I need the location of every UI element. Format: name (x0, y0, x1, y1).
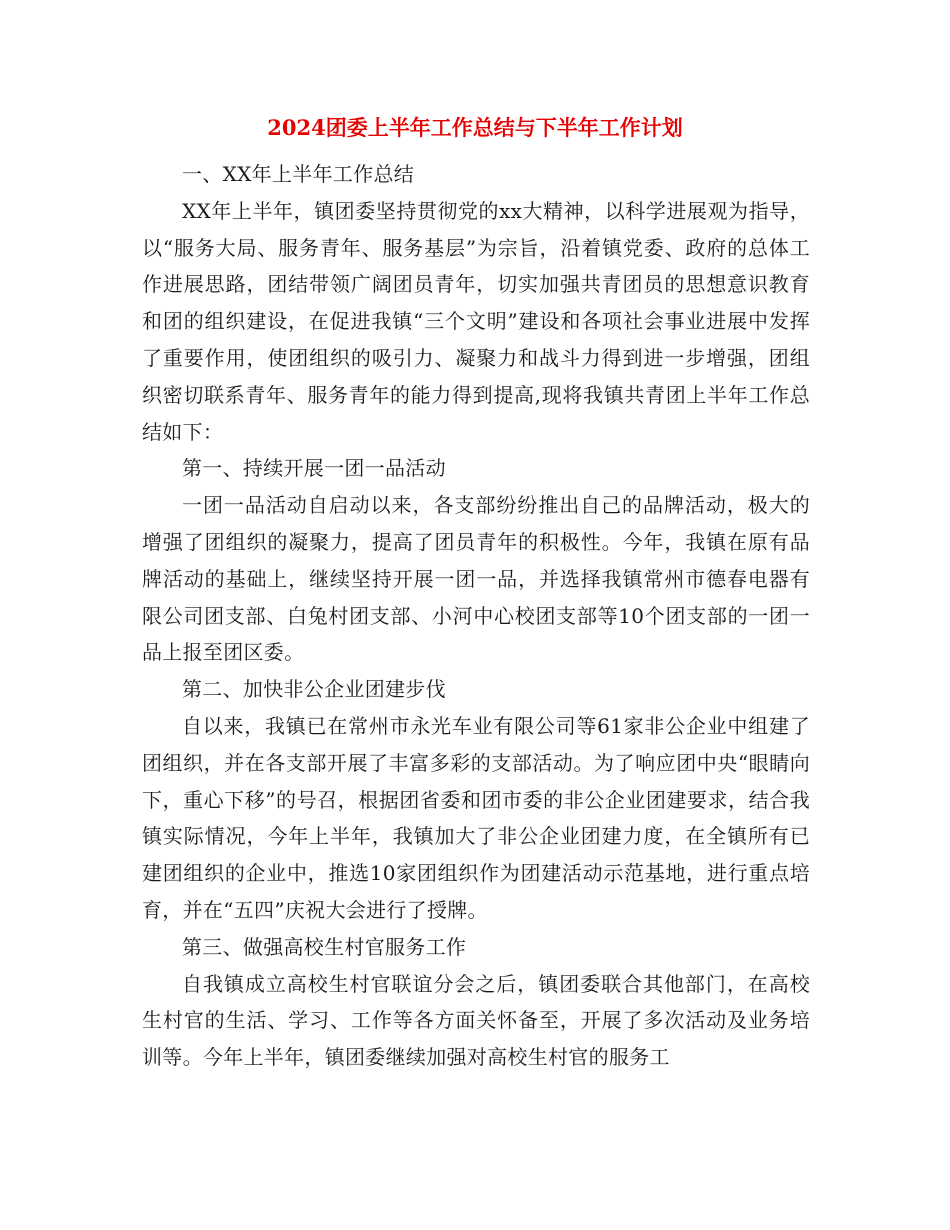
document-body (142, 156, 810, 1076)
paragraph-intro: XX年上半年，镇团委坚持贯彻党的xx大精神，以科学进展观为指导，以“服务大局、服务青年、服务基层”为宗旨，沿着镇党委、政府的总体工作进展思路，团结带领广阔团员青年，切实加强共青团员的思想意识教育和团的组织建设，在促进我镇“三个文明”建设和各项社会事业进展中发挥了重要作用，使团组织的吸引力、凝聚力和战斗力得到进一步增强，团组织密切联系青年、服务青年的能力得到提高,现将我镇共青团上半年工作总结如下： (142, 198, 810, 444)
paragraph-non-public-enterprise: 自以来，我镇已在常州市永光车业有限公司等61家非公企业中组建了团组织，并在各支部开展了丰富多彩的支部活动。为了响应团中央“眼睛向下，重心下移”的号召，根据团省委和团市委的非公企业团建要求，结合我镇实际情况，今年上半年，我镇加大了非公企业团建力度，在全镇所有已建团组织的企业中，推选10家团组织作为团建活动示范基地，进行重点培育，并在“五四”庆祝大会进行了授牌。 (142, 713, 810, 922)
paragraph-village-officials: 自我镇成立高校生村官联谊分会之后，镇团委联合其他部门，在高校生村官的生活、学习、工作等各方面关怀备至，开展了多次活动及业务培训等。今年上半年，镇团委继续加强对高校生村官的服务工 (142, 971, 810, 1070)
subheading-village-officials: 第三、做强高校生村官服务工作 (182, 934, 467, 959)
subheading-one-group-one-brand: 第一、持续开展一团一品活动 (182, 456, 446, 481)
paragraph-one-group-one-brand: 一团一品活动自启动以来，各支部纷纷推出自己的品牌活动，极大的增强了团组织的凝聚力，提高了团员青年的积极性。今年，我镇在原有品牌活动的基础上，继续坚持开展一团一品，并选择我镇常州市德春电器有限公司团支部、白兔村团支部、小河中心校团支部等10个团支部的一团一品上报至团区委。 (142, 493, 810, 665)
section-heading-summary: 一、XX年上半年工作总结 (182, 162, 415, 186)
subheading-non-public-enterprise: 第二、加快非公企业团建步伐 (182, 677, 446, 702)
document-title: 2024团委上半年工作总结与下半年工作计划 (267, 115, 683, 140)
